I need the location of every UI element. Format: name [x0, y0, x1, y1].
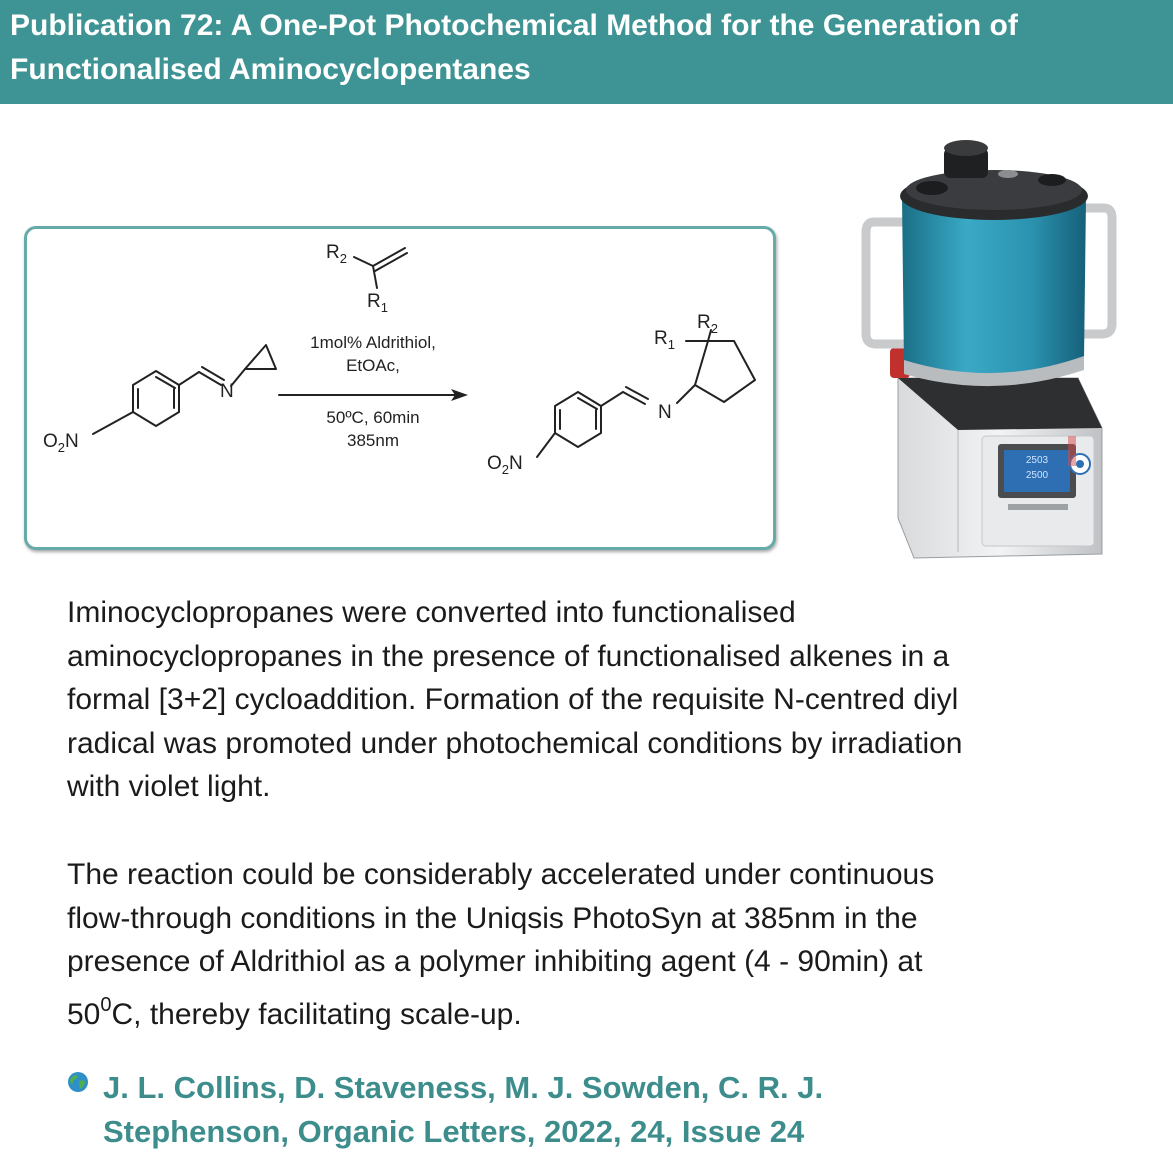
reactor-display-value-2: 2500	[1025, 470, 1049, 481]
condition-solvent: EtOAc,	[346, 356, 400, 375]
reactant-imine-b	[202, 367, 224, 380]
reactor-right-handle	[1084, 208, 1112, 334]
para2-line-1: The reaction could be considerably accelerated under continuous	[67, 858, 935, 891]
reactor-lid-port-1-top	[944, 140, 988, 156]
product-r1-subscript: 1	[667, 337, 675, 352]
reactant-nitro-n-label: N	[65, 431, 79, 452]
product-nitro-n-label: N	[509, 453, 523, 474]
reagent-r2-subscript: 2	[339, 251, 347, 266]
reaction-scheme-drawing	[27, 229, 773, 547]
reagent-bond-r2	[354, 257, 373, 266]
citation-link[interactable]	[103, 1066, 1103, 1154]
para2-line-3: presence of Aldrithiol as a polymer inhibiting agent (4 - 90min) at	[67, 945, 923, 978]
product-o-label: O	[487, 453, 502, 474]
para1-line-1: Iminocyclopropanes were converted into functionalised	[67, 596, 796, 629]
condition-catalyst: 1mol% Aldrithiol,	[310, 333, 436, 352]
reactor-display-value-1: 2503	[1025, 455, 1049, 466]
product-bond-ch	[601, 392, 623, 406]
page-title-line-2: Functionalised Aminocyclopentanes	[10, 53, 531, 86]
svg-text:R2	[697, 312, 718, 336]
para1-line-3: formal [3+2] cycloaddition. Formation of the requisite N-centred diyl	[67, 683, 959, 716]
globe-icon[interactable]	[66, 1070, 90, 1094]
reactant-cyclopropane	[245, 345, 276, 369]
reagent-r1-subscript: 1	[380, 300, 388, 315]
product-r1-label: R	[654, 328, 668, 349]
product-benzene-ring	[555, 392, 601, 447]
product-cyclopentane	[695, 341, 755, 402]
svg-text:O2N	[487, 453, 523, 477]
para2-line-4: C, thereby facilitating scale-up.	[111, 997, 522, 1031]
para2-line-2: flow-through conditions in the Uniqsis PhotoSyn at 385nm in the	[67, 901, 918, 935]
reactant-o-subscript: 2	[57, 440, 66, 455]
product-r2-subscript: 2	[710, 321, 718, 336]
reactor-lid-port-3	[1038, 174, 1066, 186]
para1-line-2: aminocyclopropanes in the presence of functionalised alkenes in a	[67, 639, 950, 673]
product-ring-double-3	[578, 398, 597, 409]
product-r2-label: R	[697, 312, 711, 333]
reactor-side-label	[1068, 436, 1076, 466]
description-paragraph-2	[67, 853, 1127, 1036]
reactor-cylinder	[902, 198, 1086, 377]
svg-text:R2	[326, 242, 347, 266]
reactant-ring-double-3	[156, 377, 175, 388]
reactant-benzene-ring	[133, 371, 179, 426]
description-paragraph-1	[67, 591, 1127, 809]
page-title-line-1: Publication 72: A One-Pot Photochemical Method for the Generation of	[10, 9, 1018, 42]
reagent-r2-label: R	[326, 242, 340, 263]
reactor-buttons	[1008, 504, 1068, 510]
reagent-r1-label: R	[367, 291, 381, 312]
page-header	[0, 0, 1173, 104]
reactor-lid-fitting	[998, 170, 1018, 178]
para1-line-4: radical was promoted under photochemical conditions by irradiation	[67, 726, 963, 760]
para1-line-5: with violet light.	[67, 770, 271, 803]
citation-line-2: Stephenson, Organic Letters, 2022, 24, Issue 24	[103, 1114, 805, 1149]
svg-text:O2N	[43, 431, 79, 455]
product-bond-no2	[537, 433, 555, 457]
page-title	[10, 4, 1170, 92]
reactant-bond-ch	[179, 372, 199, 385]
product-imine-b	[626, 387, 648, 399]
reactant-imine-n-label: N	[220, 381, 234, 402]
reactant-bond-no2	[93, 412, 133, 434]
reactant-o-label: O	[43, 431, 58, 452]
condition-wavelength: 385nm	[347, 431, 399, 450]
para2-temperature-number: 50	[67, 997, 101, 1031]
photosyn-reactor-image	[858, 138, 1118, 568]
product-imine-a	[623, 392, 645, 404]
product-o-subscript: 2	[501, 462, 510, 477]
reactor-dial-center	[1076, 460, 1084, 468]
para2-temperature-superscript: 0	[100, 993, 112, 1016]
citation-line-1: J. L. Collins, D. Staveness, M. J. Sowden, C. R. J.	[103, 1070, 824, 1105]
reactor-left-handle	[866, 222, 906, 344]
product-imine-n-label: N	[658, 402, 672, 423]
svg-text:R1	[367, 291, 388, 315]
reaction-scheme	[24, 226, 776, 550]
product-bond-n-ring	[677, 385, 695, 403]
svg-text:R1	[654, 328, 675, 352]
reactant-imine-a	[199, 372, 221, 385]
condition-temperature-time: 50ºC, 60min	[326, 408, 420, 427]
reactor-lid-port-2	[916, 181, 948, 195]
